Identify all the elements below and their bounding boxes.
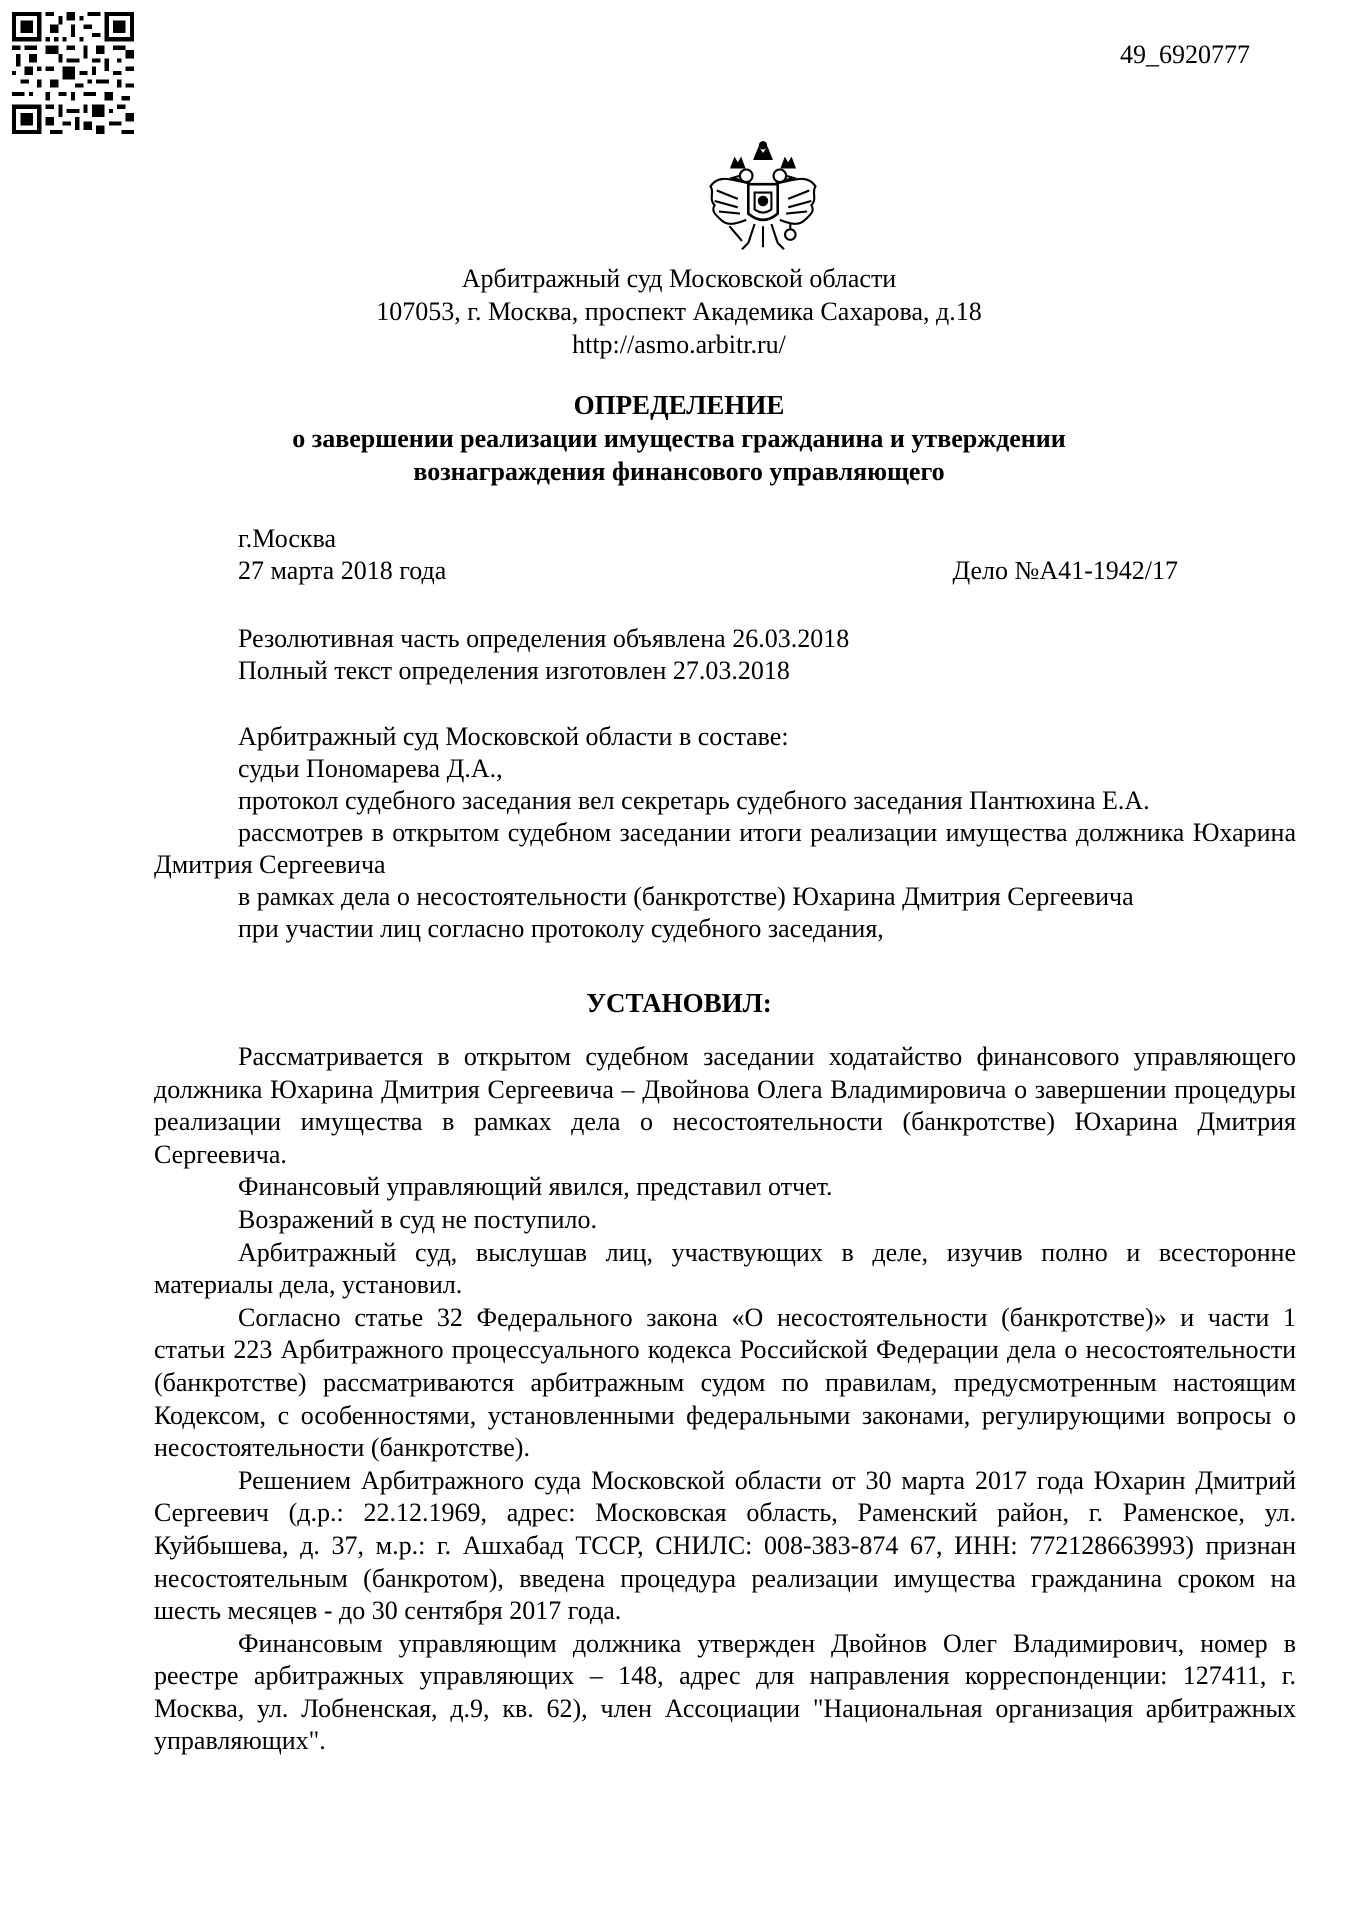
court-address: 107053, г. Москва, проспект Академика Сахарова, д.18 [376,297,982,326]
paragraph: Арбитражный суд, выслушав лиц, участвующих в деле, изучив полно и всесторонне материалы дела, установил. [154,1237,1296,1300]
composition-considered: рассмотрев в открытом судебном заседании итоги реализации имущества должника Юхарина Дмитрия Сергеевича [154,818,1296,879]
title-subtitle-line-2: вознаграждения финансового управляющего [413,457,945,486]
paragraph: Возражений в суд не поступило. [238,1204,597,1234]
case-meta [238,523,1178,587]
case-number: Дело №А41-1942/17 [952,556,1178,585]
paragraph: Решением Арбитражного суда Московской области от 30 марта 2017 года Юхарин Дмитрий Сергеевич (д.р.: 22.12.1969, адрес: Московская область, Раменский район, г. Раменское, ул. Куйбышева, д. 37, м.р.: г. Ашхабад ТССР, СНИЛС: 008-383-874 67, ИНН: 772128663993) признан несостоятельным (банкротом), введена процедура реализации имущества гражданина сроком на шесть месяцев - до 30 сентября 2017 года. [154,1465,1296,1626]
paragraph: Рассматривается в открытом судебном заседании ходатайство финансового управляющего должника Юхарина Дмитрия Сергеевича – Двойнова Олега Владимировича о завершении процедуры реализации имущества в рамках дела о несостоятельности (банкротстве) Юхарина Дмитрия Сергеевича. [154,1042,1296,1169]
court-composition [154,721,1296,945]
document-title [0,389,1358,488]
decision-body [154,1041,1296,1758]
composition-secretary: протокол судебного заседания вел секретарь судебного заседания Пантюхина Е.А. [238,786,1150,815]
paragraph: Согласно статье 32 Федерального закона «О несостоятельности (банкротстве)» и части 1 статьи 223 Арбитражного процессуального кодекса Российской Федерации дела о несостоятельности (банкротстве) рассматриваются арбитражным судом по правилам, предусмотренным настоящим Кодексом, с особенностями, установленными федеральными законами, регулирующими вопросы о несостоятельности (банкротстве). [154,1302,1296,1463]
composition-case-frame: в рамках дела о несостоятельности (банкротстве) Юхарина Дмитрия Сергеевича [238,882,1134,911]
composition-court: Арбитражный суд Московской области в составе: [238,722,789,751]
paragraph: Финансовый управляющий явился, представил отчет. [238,1172,833,1202]
full-text-date: Полный текст определения изготовлен 27.03.2018 [238,656,790,685]
court-website: http://asmo.arbitr.ru/ [572,330,786,359]
coat-of-arms-icon [700,138,826,264]
declaration-info [238,623,1178,687]
title-main: ОПРЕДЕЛЕНИЕ [573,390,785,420]
paragraph: Финансовым управляющим должника утвержден Двойнов Олег Владимирович, номер в реестре арбитражных управляющих – 148, адрес для направления корреспонденции: 127411, г. Москва, ул. Лобненская, д.9, кв. 62), член Ассоциации "Национальная организация арбитражных управляющих". [154,1628,1296,1756]
operative-part-date: Резолютивная часть определения объявлена 26.03.2018 [238,624,850,653]
court-header [0,262,1358,361]
composition-participants: при участии лиц согласно протоколу судебного заседания, [238,914,884,943]
document-id: 49_6920777 [1120,40,1250,69]
title-subtitle-line-1: о завершении реализации имущества гражданина и утверждении [292,424,1066,453]
qr-code-icon [12,12,134,134]
established-heading: УСТАНОВИЛ: [586,988,772,1018]
decision-date: 27 марта 2018 года [238,556,447,585]
city: г.Москва [238,524,336,553]
court-name: Арбитражный суд Московской области [461,264,897,293]
composition-judge: судьи Пономарева Д.А., [238,754,503,783]
